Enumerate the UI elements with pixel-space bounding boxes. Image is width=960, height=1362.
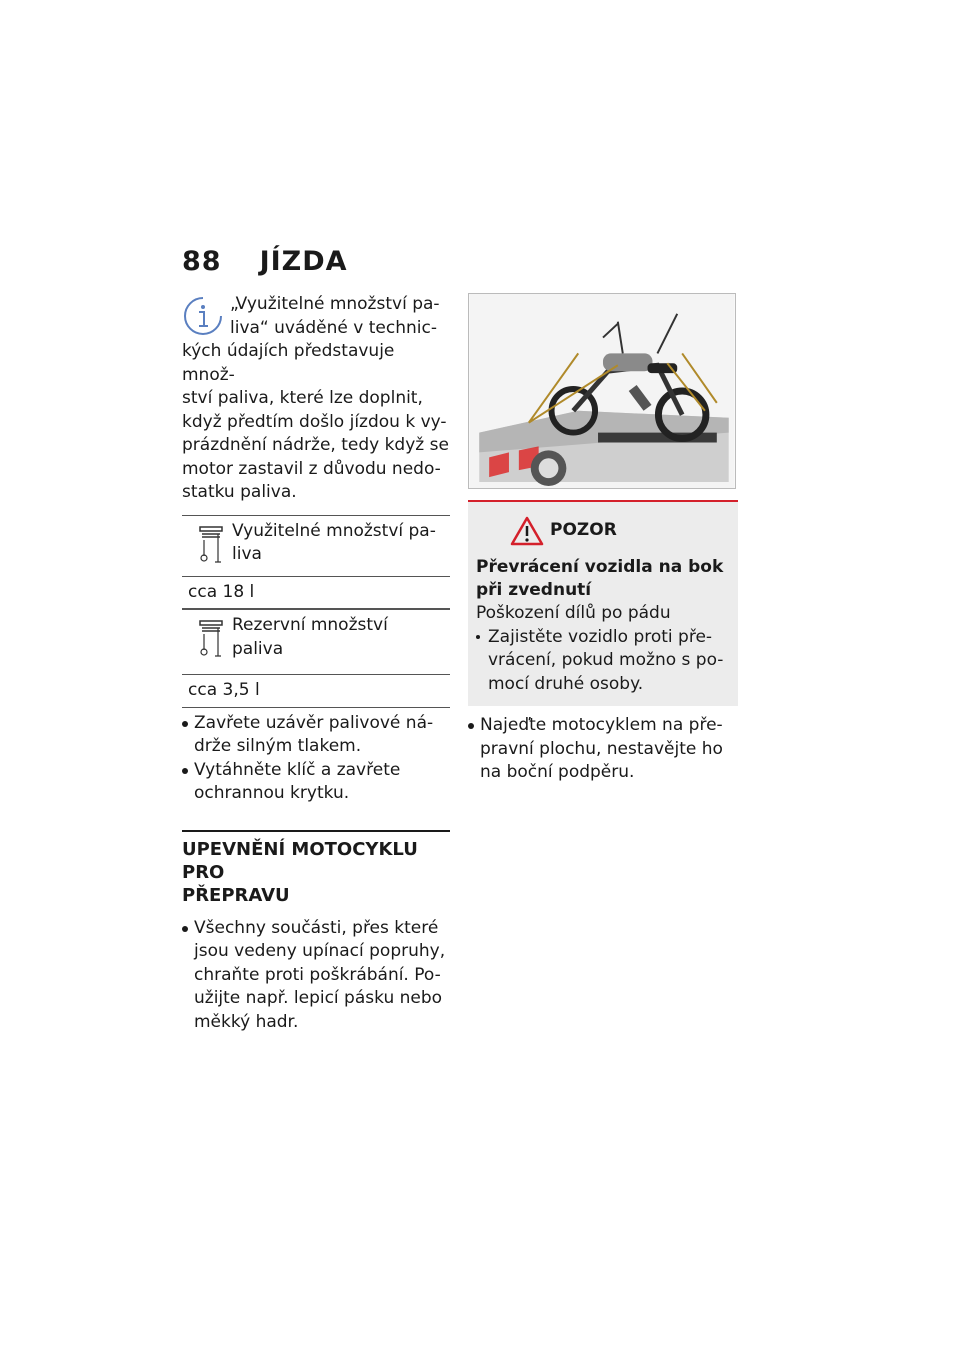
bullet-list [182,712,450,806]
left-column [182,293,450,1034]
warning-bullet-list [476,626,728,697]
fuel-pump-icon [196,524,226,564]
list-item: Vytáhněte klíč a zavřete ochrannou krytku. [182,759,450,806]
list-item: Zavřete uzávěr palivové ná- drže silným tlakem. [182,712,450,759]
warning-box [468,500,738,706]
spec-label: Rezervní množství paliva [232,615,388,659]
warning-title: POZOR [550,520,617,541]
info-note [182,293,450,505]
list-item: Najeďte motocyklem na pře- pravní plochu, nestavějte ho na boční podpěru. [468,714,738,785]
bullet-list [182,917,450,1035]
note-line-2: liva“ uváděné v technic- [230,317,437,338]
page-number: 88 [182,246,222,277]
note-rest: kých údajích představuje množ- ství paliva, které lze doplnit, když předtím došlo jízdou k vy- prázdnění nádrže, tedy když se motor zastavil z důvodu nedo- statku paliva. [182,341,449,502]
section-heading: UPEVNĚNÍ MOTOCYKLU PRO PŘEPRAVU [182,830,450,907]
spec-value: cca 3,5 l [182,675,450,708]
spec-value: cca 18 l [182,577,450,610]
list-item: Všechny součásti, přes které jsou vedeny upínací popruhy, chraňte proti poškrábání. Po- užijte např. lepicí pásku nebo měkký hadr. [182,917,450,1035]
warning-triangle-icon [510,516,544,546]
spec-label: Využitelné množství pa- liva [232,520,436,564]
page-header [182,246,348,280]
note-line-1: „Využitelné množství pa- [230,294,440,314]
motorcycle-trailer-photo [468,293,736,489]
section-title: JÍZDA [259,246,348,277]
spec-usable-fuel [182,515,450,610]
list-item: Zajistěte vozidlo proti pře- vrácení, pokud možno s po- mocí druhé osoby. [476,626,728,697]
spec-reserve-fuel [182,609,450,708]
warning-text: Poškození dílů po pádu [476,603,671,623]
bullet-list [468,714,738,785]
fuel-pump-icon [196,618,226,658]
info-icon [182,295,224,337]
right-column [468,293,738,785]
warning-subtitle: Převrácení vozidla na bok při zvednutí [476,557,724,600]
